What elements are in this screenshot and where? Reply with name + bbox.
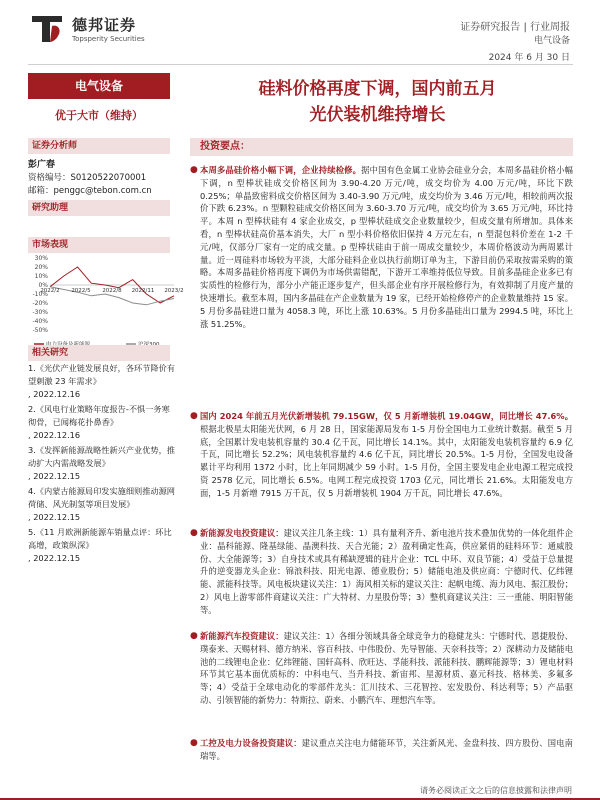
point-heading: 新能源汽车投资建议： bbox=[200, 631, 284, 641]
related-title[interactable]: 1.《光伏产业链发展良好，各环节降价有望刺激 23 年需求》 bbox=[28, 363, 175, 386]
related-title[interactable]: 2.《风电行业策略年度报告-不惧一务寒彻骨，已闻梅花扑鼻香》 bbox=[28, 404, 170, 427]
title-line-2: 光伏装机维持增长 bbox=[309, 105, 446, 125]
related-title[interactable]: 5.《11 月欧洲新能源车销量点评：环比高增，政策纵深》 bbox=[28, 527, 172, 550]
y-tick-label: -10% bbox=[32, 291, 48, 298]
related-title[interactable]: 4.《内蒙古能源局印发实施细则推动源网荷储、风光制氢等项目发展》 bbox=[28, 486, 175, 509]
x-tick-label: 2023/2 bbox=[164, 288, 184, 294]
sector-label: 电气设备 bbox=[28, 73, 170, 99]
market-performance-chart bbox=[28, 252, 184, 352]
related-item[interactable] bbox=[28, 485, 176, 524]
point-body: 根据北极星太阳能光伏网，6 月 28 日，国家能源局发布 1-5 月份全国电力工业统计数据。截至 5 月底，全国累计发电装机容量约 30.4 亿千瓦，同比增长 14.1%。其中，太阳能发电装机容量约 6.9 亿千瓦，同比增长 52.2%；风电装机容量约 4.6 亿千瓦，同比增长 20.5%。1-5 月份，全国发电设备累计平均利用 1372 小时，比上年同期减少 59 小时。1-5 月份，全国主要发电企业电源工程完成投资 2578 亿元，同比增长 6.5%。电网工程完成投资 1703 亿元，同比增长 21.6%。太阳能发电方面，1-5 月新增 7915 万千瓦，仅 5 月新增装机 1904 万千瓦，同比增长 47.6%。 bbox=[200, 423, 573, 498]
point-nev bbox=[190, 630, 573, 707]
point-body: 据中国有色金属工业协会硅业分会，本周多晶硅价格小幅下调，n 型棒状硅成交价格区间为 3.90-4.20 万元/吨，成交均价为 4.00 万元/吨，环比下跌 0.25%；单晶致密料成交价格区间为 3.40-3.90 万元/吨，成交均价为 3.46 万元/吨，相较前两次报价下跌 6.23%。n 型颗粒硅成交价格区间为 3.60-3.70 万元/吨，成交均价为 3.65 万元/吨，环比持平。本周 n 型棒状硅有 4 家企业成交，p 型棒状硅成交企业数量较少，但成交量有所增加。具体来看，n 型棒状硅高价基本消失，大厂 n 型小料价格依旧保持 4 万元左右，n 型混包料价差在 1-2 千元/吨，仅部分厂家有一定的成交量。p 型棒状硅由于前一周成交量较少，本周价格波动为两周累计量。近一周硅料市场较为平淡，大部分硅料企业以执行前期订单为主，下游目前仍采取按需采购的策略。本周多晶硅价格再度下调仍为市场供需错配，下游开工率维持低位导致。目前多晶硅企业多已有实质性的检修行为，部分小产能正逐步复产，但头部企业有序开展检修行为，有效抑制了月度产量的快速增长。截至本周，国内多晶硅在产企业数量为 19 家，已经开始检修停产的企业数量维持 15 家。5 月份多晶硅进口量为 4058.3 吨，环比上涨 10.63%。5 月份多晶硅出口量为 2994.5 吨，环比上涨 51.25%。 bbox=[200, 165, 573, 329]
related-item[interactable] bbox=[28, 444, 176, 483]
y-tick-label: -30% bbox=[32, 309, 48, 316]
x-tick-label: 2022/2 bbox=[40, 288, 60, 294]
point-heading: 工控及电力设备投资建议： bbox=[200, 738, 302, 748]
company-name: 德邦证券 bbox=[72, 16, 137, 34]
y-tick-label: 10% bbox=[34, 273, 48, 280]
related-research-list bbox=[28, 362, 176, 567]
y-tick-label: 0% bbox=[38, 282, 48, 289]
point-body: 建议重点关注电力储能环节，关注新风光、金盘科技、四方股份、国电南瑞等。 bbox=[200, 738, 573, 761]
point-heading: 国内 2024 年前五月光伏新增装机 79.15GW，仅 5 月新增装机 19.04GW，同比增长 47.6%。 bbox=[200, 411, 573, 421]
rating-label: 优于大市（维持） bbox=[55, 109, 143, 122]
report-header bbox=[0, 0, 600, 63]
point-body: 建议关注几条主线：1）具有量利齐升、新电池片技术叠加优势的一体化组件企业：晶科能源、隆基绿能、晶澳科技、天合光能；2）盈利确定性高，供应紧俏的硅料环节：通威股份、大全能源等；3）自身技术或具有稀缺逻辑的硅片企业：TCL 中环、双良节能；4）受益于总量提升的逆变器龙头企业：锦浪科技、阳光电源、德业股份；5）储能电池及供应商：宁德时代、亿纬锂能、派能科技等。风电板块建议关注：1）海风相关标的建议关注：起帆电缆、海力风电、振江股份；2）风电上游零部件商建议关注：广大特材、力星股份等；3）整机商建议关注：三一重能、明阳智能等。 bbox=[200, 528, 573, 615]
related-date: , 2022.12.15 bbox=[28, 553, 81, 563]
y-tick-label: 20% bbox=[34, 264, 48, 271]
report-type: 证券研究报告 | 行业周报 bbox=[460, 22, 570, 33]
related-item[interactable] bbox=[28, 403, 176, 442]
related-date: , 2022.12.16 bbox=[28, 430, 81, 440]
bullet-icon: ● bbox=[190, 411, 198, 421]
related-section-title: 相关研究 bbox=[28, 345, 170, 361]
company-name-en: Topsperity Securities bbox=[72, 35, 145, 43]
report-date: 2024 年 6 月 30 日 bbox=[488, 53, 570, 63]
related-item[interactable] bbox=[28, 526, 176, 565]
point-body: 建议关注：1）各细分领域具备全球竞争力的稳健龙头：宁德时代、恩捷股份、璞泰来、天赐材料、德方纳米、容百科技、中伟股份、先导智能、天奈科技等；2）深耕动力及储能电池的二线锂电企业：亿纬锂能、国轩高科、欣旺达、孚能科技、派能科技、鹏辉能源等；3）锂电材料环节其它基本面优质标的：中科电气、当升科技、新宙邦、星源材质、嘉元科技、格林美、多氟多等；4）受益于全球电动化的零部件龙头：汇川技术、三花智控、宏发股份、科达利等；5）产品驱动、引领智能的新势力：特斯拉、蔚来、小鹏汽车、理想汽车等。 bbox=[200, 631, 573, 705]
bullet-icon: ● bbox=[190, 528, 198, 538]
related-item[interactable] bbox=[28, 362, 176, 401]
related-title[interactable]: 3.《发挥新能源战略性新兴产业优势，推动扩大内需战略发展》 bbox=[28, 445, 175, 468]
related-date: , 2022.12.16 bbox=[28, 389, 81, 399]
analyst-section-title: 证券分析师 bbox=[28, 138, 170, 154]
bullet-icon: ● bbox=[190, 165, 198, 175]
x-tick-label: 2022/8 bbox=[102, 288, 122, 294]
point-new-energy-gen bbox=[190, 527, 573, 617]
point-heading: 新能源发电投资建议： bbox=[200, 528, 284, 538]
point-heading: 本周多晶硅价格小幅下调，企业持续检修。 bbox=[200, 165, 362, 175]
analyst-email-text[interactable]: 邮箱：penggc@tebon.com.cn bbox=[28, 186, 152, 196]
bullet-icon: ● bbox=[190, 738, 198, 748]
analyst-email[interactable] bbox=[28, 184, 152, 196]
market-section-title: 市场表现 bbox=[28, 237, 170, 253]
related-date: , 2022.12.15 bbox=[28, 512, 81, 522]
sector-tag: 电气设备 bbox=[533, 36, 570, 46]
assistant-section-title: 研究助理 bbox=[28, 200, 170, 216]
point-polysilicon bbox=[190, 164, 573, 330]
title-line-1: 硅料价格再度下调，国内前五月 bbox=[258, 79, 497, 99]
y-tick-label: -20% bbox=[32, 300, 48, 307]
y-tick-label: -40% bbox=[32, 318, 48, 325]
report-title bbox=[190, 76, 565, 128]
header-divider bbox=[28, 64, 573, 65]
x-tick-label: 2022/5 bbox=[71, 288, 91, 294]
bullet-icon: ● bbox=[190, 631, 198, 641]
company-logo-icon bbox=[28, 12, 66, 46]
analyst-name: 彭广春 bbox=[28, 160, 56, 170]
y-tick-label: 30% bbox=[34, 255, 48, 262]
point-power-equipment bbox=[190, 737, 573, 763]
footer-disclaimer[interactable]: 请务必阅读正文之后的信息披露和法律声明 bbox=[420, 786, 572, 795]
key-points-title: 投资要点： bbox=[190, 138, 573, 156]
market-chart-svg bbox=[28, 252, 184, 352]
point-pv-installation bbox=[190, 410, 573, 500]
analyst-license: 资格编号：S0120522070001 bbox=[28, 173, 147, 183]
related-date: , 2022.12.15 bbox=[28, 471, 81, 481]
x-tick-label: 2022/11 bbox=[131, 288, 155, 294]
y-tick-label: -50% bbox=[32, 327, 48, 334]
